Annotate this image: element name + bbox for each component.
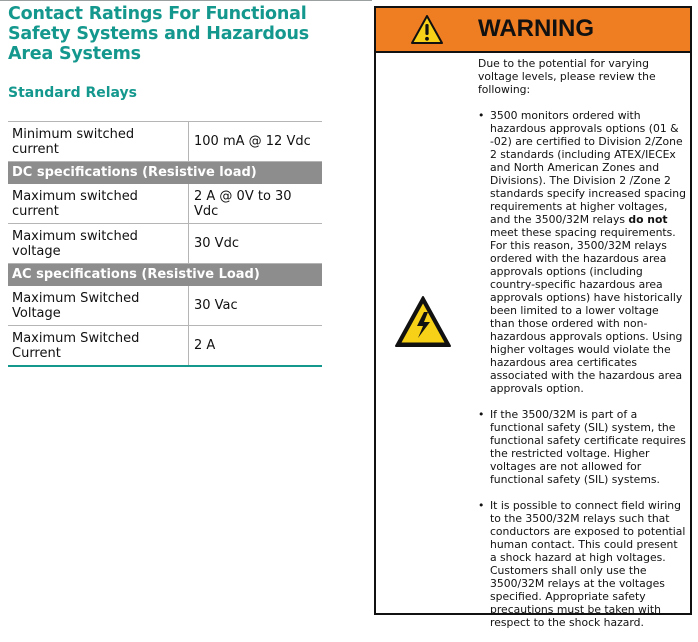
section-subtitle: Standard Relays <box>8 85 138 101</box>
spec-label: Minimum switched current <box>8 122 189 162</box>
spec-value: 100 mA @ 12 Vdc <box>189 122 323 162</box>
dc-section-header: DC specifications (Resistive load) <box>8 162 322 184</box>
top-rule <box>0 0 372 1</box>
list-item: • It is possible to connect field wiring to the 3500/32M relays such that conductors are exposed to potential human contact. This could present a shock hazard at high voltages. Customers shall only use the 3500/32M relays at the voltages specified. Appropriate safety precautions must be taken with respect to the shock hazard. <box>478 499 686 629</box>
spec-value: 30 Vdc <box>189 224 323 264</box>
warning-header <box>376 8 690 53</box>
warning-label: WARNING <box>478 15 594 42</box>
table-row <box>8 122 322 162</box>
list-item: • If the 3500/32M is part of a functional safety (SIL) system, the functional safety certificate requires the restricted voltage. Higher voltages are not allowed for functional safety (SIL) systems. <box>478 408 686 486</box>
warning-intro: Due to the potential for varying voltage levels, please review the following: <box>478 57 656 96</box>
list-item <box>478 109 686 395</box>
spec-label: Maximum Switched Voltage <box>8 286 189 326</box>
table-row <box>8 286 322 326</box>
electrical-shock-hazard-icon <box>394 295 452 349</box>
contact-ratings-table <box>8 121 322 367</box>
spec-value: 2 A @ 0V to 30 Vdc <box>189 184 323 224</box>
spec-label: Maximum switched voltage <box>8 224 189 264</box>
warning-text <box>478 57 686 642</box>
ac-section-header: AC specifications (Resistive Load) <box>8 264 322 286</box>
table-row <box>8 224 322 264</box>
warning-box <box>374 6 692 629</box>
bullet-emphasis: do not <box>628 213 668 226</box>
spec-label: Maximum switched current <box>8 184 189 224</box>
spec-value: 2 A <box>189 326 323 367</box>
bullet-text: meet these spacing requirements. For this reason, 3500/32M relays ordered with the hazardous area approvals options (including country-specific hazardous area approvals options) have historically been limited to a lower voltage than those ordered with non-hazardous approvals options. Using higher voltages would violate the hazardous area certificates associated with the hazardous area approvals option. <box>490 226 683 395</box>
spec-label: Maximum Switched Current <box>8 326 189 367</box>
bullet-text: 3500 monitors ordered with hazardous approvals options (01 & -02) are certified to Division 2/Zone 2 standards (including ATEX/IECEx and North American Zones and Divisions). The Division 2 /Zone 2 standards specify increased spacing requirements at higher voltages, and the 3500/32M relays <box>490 109 686 226</box>
spec-value: 30 Vac <box>189 286 323 326</box>
table-section-header <box>8 162 322 184</box>
table-section-header <box>8 264 322 286</box>
table-row <box>8 326 322 367</box>
warning-triangle-icon <box>410 14 444 45</box>
page-title: Contact Ratings For Functional Safety Systems and Hazardous Area Systems <box>8 4 309 64</box>
table-row <box>8 184 322 224</box>
warning-list <box>478 109 686 629</box>
